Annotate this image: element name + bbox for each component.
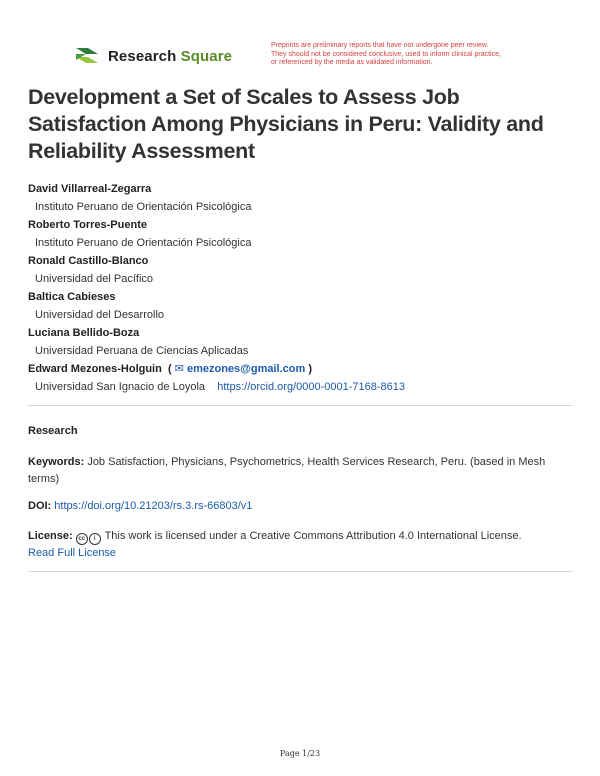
envelope-icon: ✉ xyxy=(174,363,184,375)
attribution-icon: i xyxy=(89,533,101,545)
doi-section xyxy=(28,498,573,515)
author-affiliation: Instituto Peruano de Orientación Psicológica xyxy=(35,201,252,213)
author-affiliation: Universidad del Pacífico xyxy=(35,273,154,285)
notice-line: They should not be considered conclusive, used to inform clinical practice, xyxy=(271,50,501,58)
author-name: Luciana Bellido-Boza xyxy=(28,327,140,339)
author-affiliation: Instituto Peruano de Orientación Psicológica xyxy=(35,237,252,249)
research-square-logo[interactable] xyxy=(74,44,232,68)
keywords-section xyxy=(28,454,573,488)
paper-title: Development a Set of Scales to Assess Job Satisfaction Among Physicians in Peru: Validity and Reliability Assessment xyxy=(28,85,544,163)
corresponding-author: Edward Mezones-Holguin ( ✉ emezones@gmail.com ) xyxy=(28,363,313,375)
logo-wordmark xyxy=(108,48,232,65)
preprint-notice xyxy=(271,42,551,68)
author-affiliation: Universidad Peruana de Ciencias Aplicadas xyxy=(35,345,249,357)
article-type-label: Research xyxy=(28,425,78,437)
keywords-label: Keywords: xyxy=(28,456,85,468)
logo-word-square: Square xyxy=(180,47,233,65)
notice-line: Preprints are preliminary reports that have not undergone peer review. xyxy=(271,42,489,49)
author-list xyxy=(28,180,588,396)
page-header xyxy=(0,0,600,80)
divider xyxy=(28,571,573,572)
doi-link[interactable]: https://doi.org/10.21203/rs.3.rs-66803/v1 xyxy=(54,500,253,512)
email-address: emezones@gmail.com xyxy=(186,363,306,375)
notice-line: or referenced by the media as validated information. xyxy=(271,59,433,67)
doi-label: DOI: xyxy=(28,500,52,512)
author-name: David Villarreal-Zegarra xyxy=(28,183,152,195)
author-name: Ronald Castillo-Blanco xyxy=(28,255,149,267)
divider xyxy=(28,405,573,406)
author-name: Roberto Torres-Puente xyxy=(28,219,147,231)
orcid-link[interactable]: https://orcid.org/0000-0001-7168-8613 xyxy=(217,381,405,393)
creative-commons-icon: cc xyxy=(76,533,88,545)
page-number: Page 1/23 xyxy=(279,749,321,758)
author-name: Edward Mezones-Holguin xyxy=(28,363,162,375)
author-affiliation: Universidad San Ignacio de Loyola xyxy=(35,381,206,393)
author-affiliation-row xyxy=(35,378,588,396)
license-section xyxy=(28,528,573,562)
author-affiliation: Universidad del Desarrollo xyxy=(35,309,165,321)
author-name: Baltica Cabieses xyxy=(28,291,116,303)
email-link[interactable] xyxy=(175,363,306,375)
keywords-text: Job Satisfaction, Physicians, Psychometrics, Health Services Research, Peru. (based in Mesh terms) xyxy=(28,456,546,485)
article-type xyxy=(28,423,573,440)
logo-word-research: Research xyxy=(108,47,177,65)
read-full-license-link[interactable]: Read Full License xyxy=(28,547,117,559)
research-square-logo-icon xyxy=(74,44,100,68)
license-label: License: xyxy=(28,530,73,542)
license-text: This work is licensed under a Creative Commons Attribution 4.0 International License. xyxy=(104,530,522,542)
